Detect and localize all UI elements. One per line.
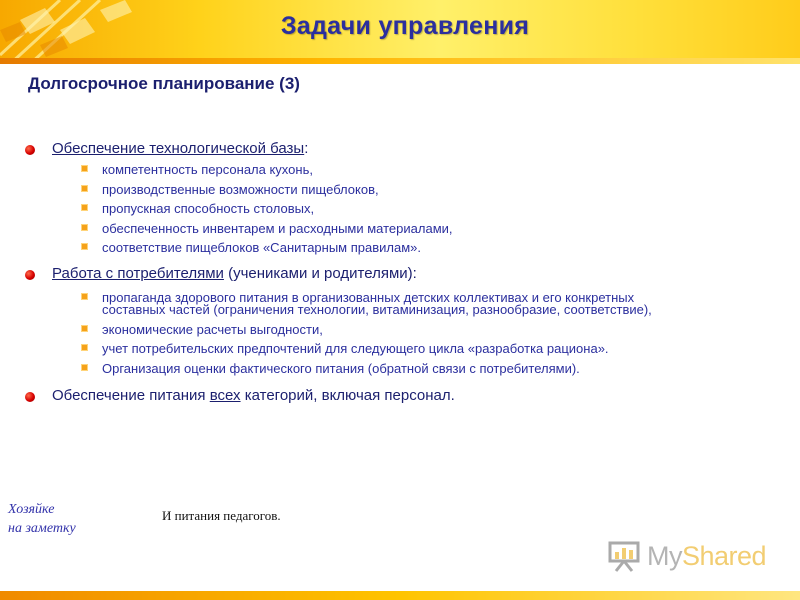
list-item-text: соответствие пищеблоков «Санитарным правилам». [102, 240, 421, 255]
list-item [102, 289, 665, 317]
square-bullet-icon [82, 205, 87, 210]
section-heading-after: категорий, включая персонал. [240, 387, 455, 404]
list-item [102, 321, 665, 337]
footer-bar [0, 591, 800, 600]
square-bullet-icon [82, 345, 87, 350]
red-bullet-icon [25, 392, 35, 402]
list-item-text: пропаганда здорового питания в организованных детских коллективах и его конкретных составных частей (ограничения технологии, витаминизация, разнообразие, соответствие), [102, 289, 652, 317]
watermark-text-part: Shared [682, 540, 767, 571]
section-heading-underlined: Работа с потребителями [52, 264, 224, 282]
section-heading-underlined: Обеспечение технологической базы [52, 140, 305, 157]
square-bullet-icon [82, 186, 87, 191]
list-item-text: учет потребительских предпочтений для следующего цикла «разработка рациона». [102, 341, 609, 356]
note-text: И питания педагогов. [162, 508, 281, 523]
square-bullet-icon [82, 166, 87, 171]
list-item-text: Организация оценки фактического питания (обратной связи с потребителями). [102, 360, 580, 376]
list-item-text: обеспеченность инвентарем и расходными материалами, [102, 220, 453, 236]
list-item [102, 360, 665, 376]
list-item-text: пропускная способность столовых, [102, 201, 315, 216]
header-divider [0, 58, 800, 64]
presentation-board-icon [607, 539, 641, 573]
list-item [102, 164, 665, 177]
section-heading-rest: : [304, 140, 309, 157]
note-label-line: на заметку [8, 521, 76, 536]
list-item [102, 181, 665, 197]
myshared-watermark [607, 538, 766, 574]
watermark-text-part: My [647, 540, 682, 571]
section-heading [25, 387, 665, 405]
red-bullet-icon [25, 270, 35, 280]
section-heading-before: Обеспечение питания [52, 387, 210, 404]
list-item-text: производственные возможности пищеблоков, [102, 181, 379, 197]
section-heading [25, 265, 665, 283]
red-bullet-icon [25, 145, 35, 155]
header-banner [0, 0, 800, 60]
note-label-line: Хозяйке [8, 502, 55, 517]
slide-content [25, 140, 665, 405]
sub-list [25, 289, 665, 376]
slide-subtitle: Долгосрочное планирование (3) [28, 74, 300, 93]
square-bullet-icon [82, 294, 87, 299]
list-item-text: компетентность персонала кухонь, [102, 162, 313, 177]
sub-list [25, 164, 665, 255]
square-bullet-icon [82, 326, 87, 331]
watermark-text [647, 541, 766, 572]
section-heading-underlined: всех [209, 387, 241, 404]
list-item [102, 203, 665, 216]
square-bullet-icon [82, 365, 87, 370]
square-bullet-icon [82, 225, 87, 230]
list-item [102, 220, 665, 236]
section-heading [25, 140, 665, 158]
page-title: Задачи управления [280, 12, 530, 40]
section-heading-rest: (учениками и родителями): [223, 264, 417, 282]
square-bullet-icon [82, 244, 87, 249]
list-item [102, 343, 665, 356]
list-item [102, 242, 665, 255]
list-item-text: экономические расчеты выгодности, [102, 321, 323, 337]
note-label [8, 500, 76, 538]
